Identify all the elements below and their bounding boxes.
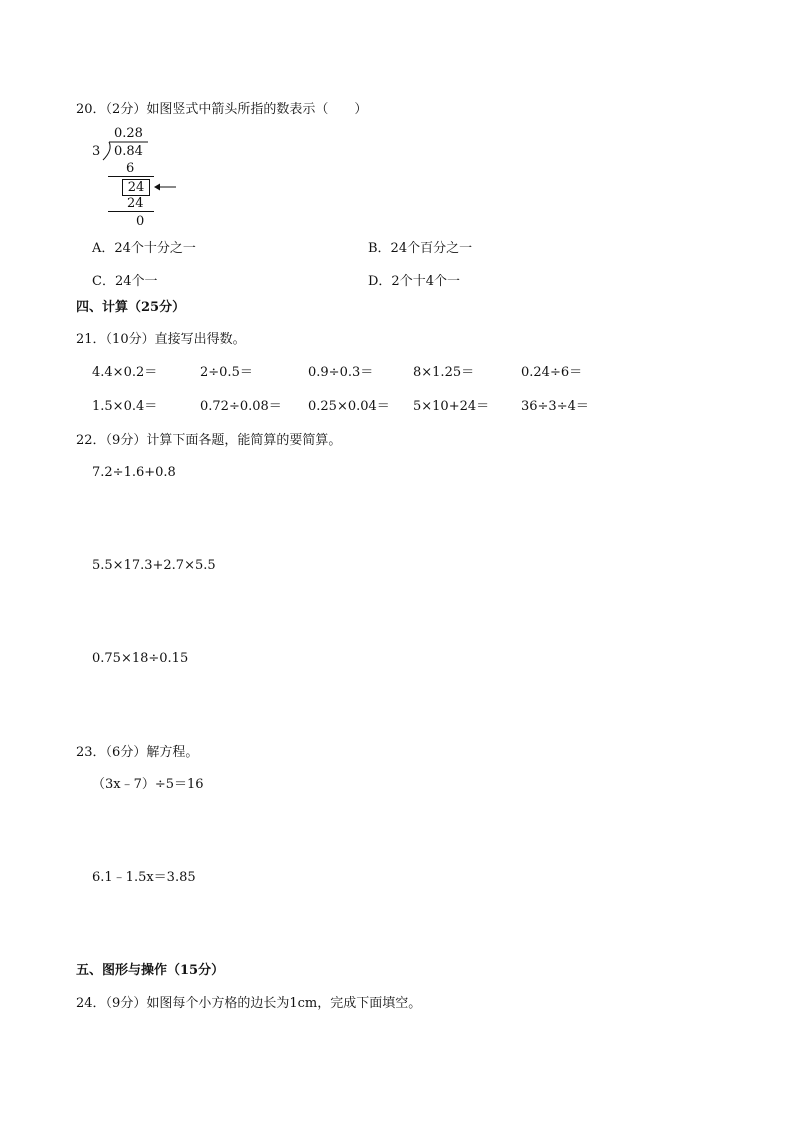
section-5-title: 五、图形与操作（15分）: [76, 963, 225, 978]
q22-item: 7.2÷1.6+0.8: [92, 465, 176, 480]
division-step1: 6: [126, 161, 135, 176]
q21-item: 0.72÷0.08＝: [200, 399, 282, 414]
section-4-title: 四、计算（25分）: [76, 300, 186, 315]
division-remainder: 0: [136, 214, 145, 229]
q23-equation-1: （3x﹣7）÷5＝16: [92, 777, 204, 792]
q21-item: 0.25×0.04＝: [308, 399, 390, 414]
arrow-icon: [152, 181, 178, 193]
q21-item: 0.24÷6＝: [521, 365, 583, 380]
division-divisor: 3: [92, 144, 101, 159]
q20-option-b: B．24个百分之一: [368, 241, 473, 256]
q21-item: 8×1.25＝: [413, 365, 475, 380]
q21-item: 2÷0.5＝: [200, 365, 253, 380]
division-step2: 24: [127, 196, 144, 211]
q21-item: 0.9÷0.3＝: [308, 365, 374, 380]
q20-option-d: D．2个十4个一: [368, 274, 460, 289]
q20-option-c: C．24个一: [92, 274, 158, 289]
q20-option-a: A．24个十分之一: [92, 241, 196, 256]
q22-item: 5.5×17.3+2.7×5.5: [92, 558, 216, 573]
q24-stem: 24．（9分）如图每个小方格的边长为1cm，完成下面填空。: [76, 996, 422, 1011]
division-quotient: 0.28: [114, 126, 143, 141]
division-line-1: [108, 176, 154, 177]
q21-item: 36÷3÷4＝: [521, 399, 589, 414]
q21-stem: 21．（10分）直接写出得数。: [76, 332, 246, 347]
division-boxed-number: 24: [122, 179, 150, 196]
q22-item: 0.75×18÷0.15: [92, 651, 189, 666]
q23-stem: 23．（6分）解方程。: [76, 745, 199, 760]
q21-item: 1.5×0.4＝: [92, 399, 158, 414]
q22-stem: 22．（9分）计算下面各题，能简算的要简算。: [76, 433, 342, 448]
q23-equation-2: 6.1﹣1.5x＝3.85: [92, 870, 196, 885]
q20-stem: 20．（2分）如图竖式中箭头所指的数表示（ ）: [76, 102, 368, 117]
q21-item: 4.4×0.2＝: [92, 365, 158, 380]
division-dividend: 0.84: [114, 144, 143, 159]
division-line-2: [108, 211, 154, 212]
q21-item: 5×10+24＝: [413, 399, 490, 414]
